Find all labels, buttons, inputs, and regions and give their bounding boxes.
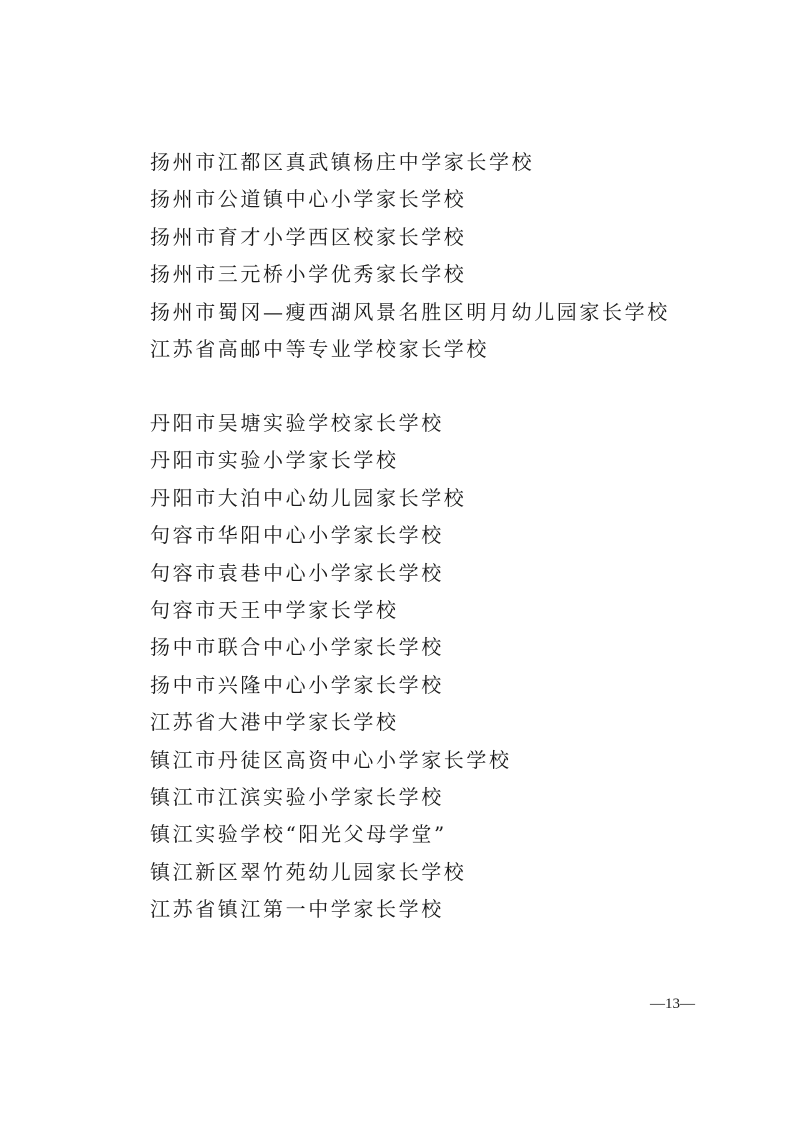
list-item: 扬州市育才小学西区校家长学校 xyxy=(150,224,467,249)
list-item: 扬州市三元桥小学优秀家长学校 xyxy=(150,262,467,287)
list-item: 句容市袁巷中心小学家长学校 xyxy=(150,560,444,585)
list-item: 扬中市兴隆中心小学家长学校 xyxy=(150,672,444,697)
list-item: 江苏省大港中学家长学校 xyxy=(150,710,399,735)
list-item: 扬州市公道镇中心小学家长学校 xyxy=(150,187,467,212)
page-number: —13— xyxy=(650,996,695,1012)
list-item: 镇江市丹徒区高资中心小学家长学校 xyxy=(150,747,512,772)
list-item: 丹阳市大泊中心幼儿园家长学校 xyxy=(150,485,467,510)
list-item: 江苏省镇江第一中学家长学校 xyxy=(150,897,444,922)
list-item: 丹阳市吴塘实验学校家长学校 xyxy=(150,411,444,435)
list-item: 扬州市江都区真武镇杨庄中学家长学校 xyxy=(150,150,535,174)
list-item: 镇江新区翠竹苑幼儿园家长学校 xyxy=(150,859,467,884)
list-item: 扬州市蜀冈—瘦西湖风景名胜区明月幼儿园家长学校 xyxy=(150,299,670,324)
school-list-zhenjiang xyxy=(150,405,512,928)
list-item: 镇江市江滨实验小学家长学校 xyxy=(150,784,444,809)
list-item: 句容市华阳中心小学家长学校 xyxy=(150,523,444,548)
list-item: 扬中市联合中心小学家长学校 xyxy=(150,635,444,660)
school-list-yangzhou xyxy=(150,144,670,368)
list-item: 句容市天王中学家长学校 xyxy=(150,597,399,622)
list-item: 镇江实验学校“阳光父母学堂” xyxy=(150,822,447,847)
list-item: 丹阳市实验小学家长学校 xyxy=(150,448,399,473)
list-item: 江苏省高邮中等专业学校家长学校 xyxy=(150,336,489,361)
